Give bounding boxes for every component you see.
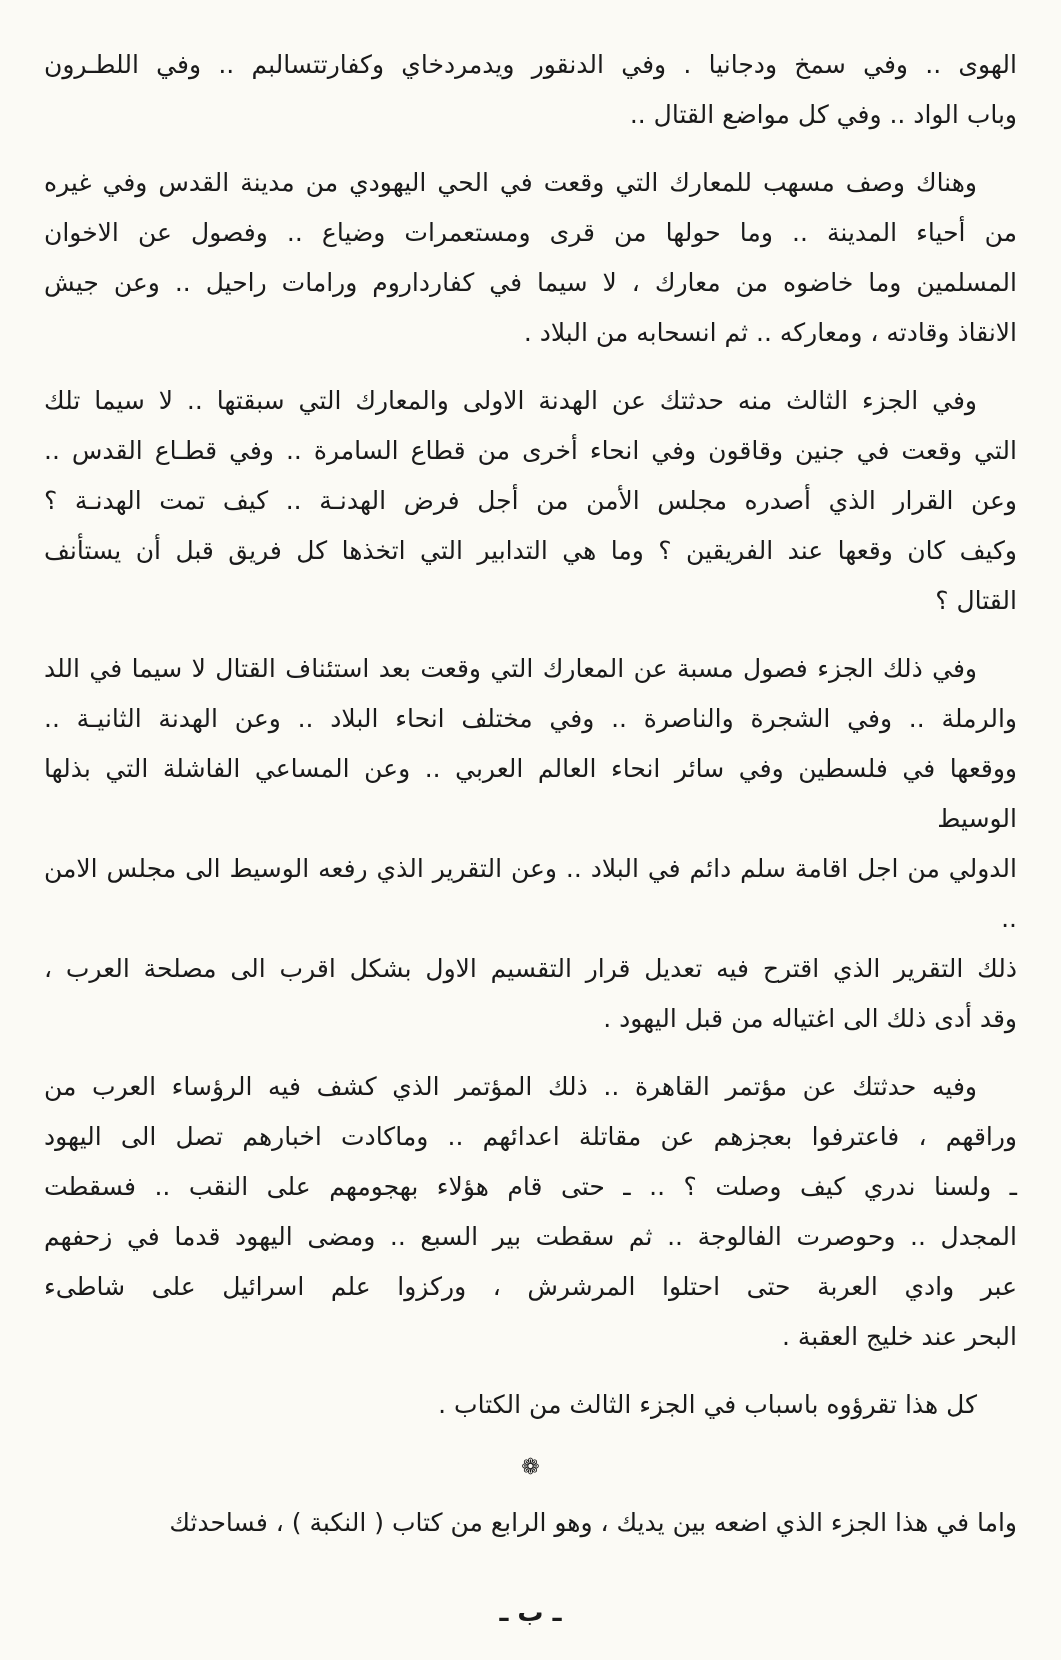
text-line: من أحياء المدينة .. وما حولها من قرى ومستعمرات وضياع .. وفصول عن الاخوان	[44, 218, 1017, 247]
text-line: وعن القرار الذي أصدره مجلس الأمن من أجل فرض الهدنـة .. كيف تمت الهدنـة ؟	[44, 486, 1017, 515]
paragraph	[44, 1380, 1017, 1430]
text-line: ووقعها في فلسطين وفي سائر انحاء العالم العربي .. وعن المساعي الفاشلة التي بذلها الوسيط	[44, 754, 1017, 833]
text-line: وهناك وصف مسهب للمعارك التي وقعت في الحي اليهودي من مدينة القدس وفي غيره	[44, 168, 977, 197]
text-line: وكيف كان وقعها عند الفريقين ؟ وما هي التدابير التي اتخذها كل فريق قبل أن يستأنف	[44, 536, 1017, 565]
paragraph	[44, 40, 1017, 140]
paragraph	[44, 158, 1017, 358]
text-line: وقد أدى ذلك الى اغتياله من قبل اليهود .	[603, 1004, 1017, 1033]
text-line: الانقاذ وقادته ، ومعاركه .. ثم انسحابه من البلاد .	[523, 318, 1017, 347]
text-line: البحر عند خليج العقبة .	[782, 1322, 1017, 1351]
text-line: عبر وادي العربة حتى احتلوا المرشرش ، وركزوا علم اسرائيل على شاطىء	[44, 1272, 1017, 1301]
text-line: وفي الجزء الثالث منه حدثتك عن الهدنة الاولى والمعارك التي سبقتها .. لا سيما تلك	[44, 386, 977, 415]
text-line: الهوى .. وفي سمخ ودجانيا . وفي الدنقور ويدمردخاي وكفارتتسالبم .. وفي اللطـرون	[44, 50, 1017, 79]
text-line: وفي ذلك الجزء فصول مسبة عن المعارك التي وقعت بعد استئناف القتال لا سيما في اللد	[44, 654, 977, 683]
text-line: المسلمين وما خاضوه من معارك ، لا سيما في كفارداروم ورامات راحيل .. وعن جيش	[44, 268, 1017, 297]
text-line: القتال ؟	[935, 586, 1017, 615]
paragraph	[44, 376, 1017, 626]
paragraph	[44, 644, 1017, 1044]
text-line: المجدل .. وحوصرت الفالوجة .. ثم سقطت بير السبع .. ومضى اليهود قدما في زحفهم	[44, 1222, 1017, 1251]
ornament-icon: ❁	[521, 1455, 540, 1480]
text-line: الدولي من اجل اقامة سلم دائم في البلاد .. وعن التقرير الذي رفعه الوسيط الى مجلس الامن ..	[44, 854, 1017, 933]
text-line: التي وقعت في جنين وقاقون وفي انحاء أخرى من قطاع السامرة .. وفي قطـاع القدس ..	[44, 436, 1017, 465]
text-line: وباب الواد .. وفي كل مواضع القتال ..	[629, 100, 1017, 129]
text-line: ـ ولسنا ندري كيف وصلت ؟ .. ـ حتى قام هؤلاء بهجومهم على النقب .. فسقطت	[44, 1172, 1017, 1201]
text-line: ذلك التقرير الذي اقترح فيه تعديل قرار التقسيم الاول بشكل اقرب الى مصلحة العرب ،	[44, 954, 1017, 983]
text-line: كل هذا تقرؤوه باسباب في الجزء الثالث من الكتاب .	[438, 1390, 977, 1419]
text-line: والرملة .. وفي الشجرة والناصرة .. وفي مختلف انحاء البلاد .. وعن الهدنة الثانيـة ..	[44, 704, 1017, 733]
paragraph	[44, 1062, 1017, 1362]
closing-line: واما في هذا الجزء الذي اضعه بين يديك ، وهو الرابع من كتاب ( النكبة ) ، فساحدثك	[169, 1508, 1017, 1537]
page-number: ـ ب ـ	[499, 1598, 562, 1628]
text-line: وفيه حدثتك عن مؤتمر القاهرة .. ذلك المؤتمر الذي كشف فيه الرؤساء العرب من	[44, 1072, 977, 1101]
text-line: وراقهم ، فاعترفوا بعجزهم عن مقاتلة اعدائهم .. وماكادت اخبارهم تصل الى اليهود	[44, 1122, 1017, 1151]
